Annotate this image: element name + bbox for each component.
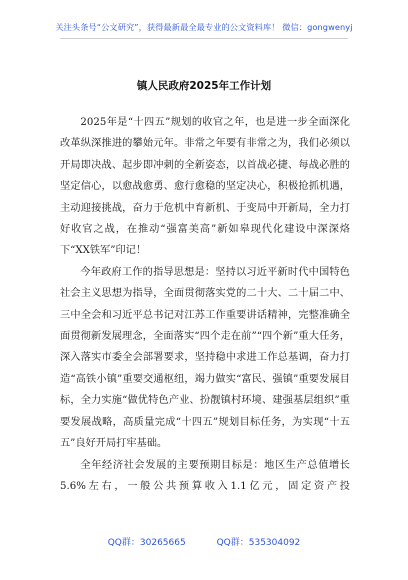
document-body (60, 112, 350, 497)
document-title: 镇人民政府2025年工作计划 (136, 80, 272, 92)
paragraph-targets: 全年经济社会发展的主要预期目标是：地区生产总值增长5.6%左右，一般公共预算收入1.1亿元，固定资产投 (60, 459, 350, 492)
footer-qq-group-1: QQ群：30265665 (107, 538, 186, 548)
paragraph-guiding-principle: 今年政府工作的指导思想是：坚持以习近平新时代中国特色社会主义思想为指导，全面贯彻落实党的二十大、二十届二中、三中全会和习近平总书记对江苏工作重要讲话精神，完整准确全面贯彻新发展理念，全面落实“四个走在前”“四个新”重大任务，深入落实市委全会部署要求，坚持稳中求进工作总基调，奋力打造“高铁小镇”重要交通枢纽，竭力做实“富民、强镇”重要发展目标，全力实施“做优特色产业、扮靓镇村环境、建强基层组织”重要发展战略，高质量完成“十四五”规划目标任务，为实现“十五五”良好开局打牢基础。 (60, 266, 350, 450)
footer-qq-group-2: QQ群：535304092 (216, 538, 301, 548)
header-divider (60, 38, 348, 39)
paragraph-intro: 2025年是“十四五”规划的收官之年，也是进一步全面深化改革纵深推进的攀始元年。非常之年要有非常之为，我们必须以开局即决战、起步即冲刺的全新姿态，以首战必捷、每战必胜的坚定信心，以愈战愈勇、愈行愈稳的坚定决心，积极抢抓机遇，主动迎接挑战，奋力于危机中育新机、于变局中开新局，全力打好收官之战，在推动“强富美高”新如皋现代化建设中深深烙下“XX铁军”印记！ (60, 117, 350, 257)
footer-contacts (0, 535, 408, 548)
header-notice: 关注头条号“公文研究”，获得最新最全最专业的公文资料库！ 微信：gongwenyj (55, 22, 353, 32)
